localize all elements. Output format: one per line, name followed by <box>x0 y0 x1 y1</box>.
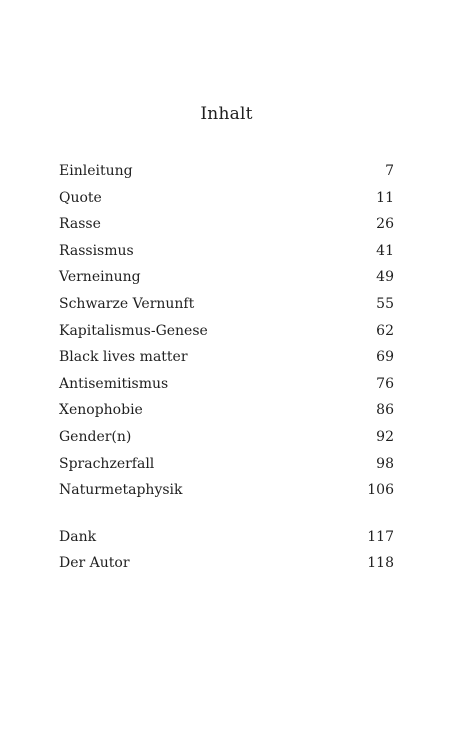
toc-entry-label: Rassismus <box>59 242 134 259</box>
toc-entry-page-number: 92 <box>376 428 394 445</box>
toc-entry <box>59 552 394 579</box>
toc-entry <box>59 426 394 453</box>
toc-entry-page-number: 62 <box>376 322 394 339</box>
toc-entry-page-number: 118 <box>367 555 394 572</box>
toc-entry-label: Rasse <box>59 216 101 233</box>
toc-entry-label: Antisemitismus <box>59 375 169 392</box>
toc-entry-label: Schwarze Vernunft <box>59 295 195 312</box>
toc-entry-page-number: 55 <box>376 295 394 312</box>
toc-entry <box>59 479 394 506</box>
toc-entry <box>59 160 394 187</box>
toc-entry-page-number: 106 <box>367 482 394 499</box>
toc-entry <box>59 293 394 320</box>
toc-entry-label: Verneinung <box>59 269 141 286</box>
toc-entry-page-number: 76 <box>376 375 394 392</box>
toc-entry <box>59 320 394 347</box>
toc-entry <box>59 240 394 267</box>
toc-entry-page-number: 7 <box>385 163 394 179</box>
toc-entry-label: Kapitalismus-Genese <box>59 322 208 339</box>
toc-entry-label: Sprachzerfall <box>59 455 155 472</box>
toc-entry <box>59 373 394 400</box>
toc-entry-label: Der Autor <box>59 555 130 572</box>
toc-entry <box>59 266 394 293</box>
toc-entry-label: Black lives matter <box>59 349 188 366</box>
toc-entry <box>59 399 394 426</box>
toc-entry-label: Xenophobie <box>59 402 143 419</box>
toc-entry <box>59 526 394 553</box>
toc-entry-page-number: 26 <box>376 216 394 233</box>
toc-entry-label: Einleitung <box>59 163 133 179</box>
toc-entry <box>59 346 394 373</box>
toc-entry-label: Quote <box>59 189 102 206</box>
toc-entry-label: Gender(n) <box>59 428 132 445</box>
toc-entry-page-number: 49 <box>376 269 394 286</box>
toc-group <box>59 160 394 506</box>
toc-entry-page-number: 11 <box>376 189 394 206</box>
toc-entry <box>59 187 394 214</box>
toc-group <box>59 526 394 579</box>
toc-entry-page-number: 41 <box>376 242 394 259</box>
toc-entry-label: Dank <box>59 528 97 545</box>
page-title: Inhalt <box>200 104 253 124</box>
toc-entry-label: Naturmetaphysik <box>59 482 183 499</box>
toc-entry-page-number: 86 <box>376 402 394 419</box>
toc-entry-page-number: 98 <box>376 455 394 472</box>
toc-entry-page-number: 117 <box>367 528 394 545</box>
toc-entry-page-number: 69 <box>376 349 394 366</box>
table-of-contents <box>59 160 394 579</box>
toc-entry <box>59 453 394 480</box>
toc-entry <box>59 213 394 240</box>
